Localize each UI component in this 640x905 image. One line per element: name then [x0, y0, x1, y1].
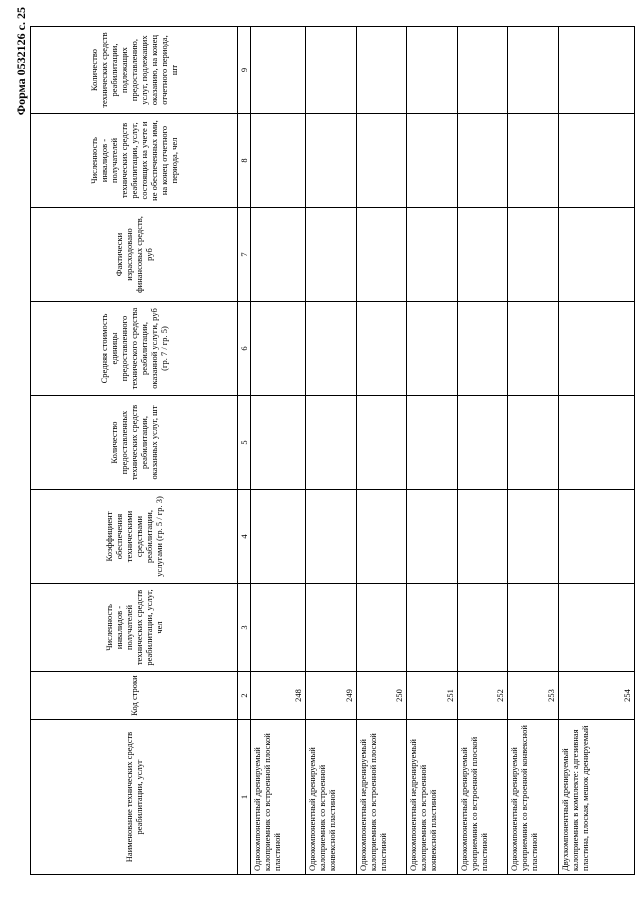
data-cell	[457, 302, 508, 396]
col-header-avg-cost: Средняя стоимость единицы предоставленного технического средства реабилитации, оказанной услуги, руб (гр. 7 / гр. 5)	[31, 302, 238, 396]
col-number: 4	[237, 490, 250, 584]
row-code: 249	[306, 672, 357, 720]
col-number: 5	[237, 396, 250, 490]
table-row	[457, 27, 508, 875]
data-cell	[558, 302, 634, 396]
data-cell	[407, 490, 458, 584]
form-number: Форма 0532126 с. 25	[14, 7, 28, 116]
data-cell	[356, 27, 407, 114]
col-header-spent: Фактически израсходовано финансовых средств, руб	[31, 208, 238, 302]
statistics-table	[30, 26, 635, 875]
data-cell	[306, 114, 357, 208]
col-header-recipients: Численность инвалидов - получателей технических средств реабилитации, услуг, чел	[31, 584, 238, 672]
row-code: 251	[407, 672, 458, 720]
data-cell	[251, 396, 306, 490]
data-cell	[457, 396, 508, 490]
row-code: 248	[251, 672, 306, 720]
data-cell	[457, 27, 508, 114]
row-name: Однокомпонентный дренируемый калоприемник со встроенной плоской пластиной	[251, 720, 306, 875]
data-cell	[356, 302, 407, 396]
data-cell	[356, 114, 407, 208]
table-row	[407, 27, 458, 875]
data-cell	[306, 302, 357, 396]
data-cell	[407, 396, 458, 490]
col-header-unprovided: Численность инвалидов - получателей технических средств реабилитации, услуг, состоящих на учете и не обеспеченных ими, на конец отчетного периода, чел	[31, 114, 238, 208]
data-cell	[306, 490, 357, 584]
data-cell	[306, 584, 357, 672]
table-row	[558, 27, 634, 875]
data-cell	[457, 208, 508, 302]
data-cell	[508, 27, 559, 114]
col-header-code: Код строки	[31, 672, 238, 720]
row-name: Однокомпонентный недренируемый калоприемник со встроенной плоской пластиной	[356, 720, 407, 875]
row-name: Двухкомпонентный дренируемый калоприемник в комплекте: адгезивная пластина, плоская, мешок дренируемый	[558, 720, 634, 875]
header-row	[31, 27, 238, 875]
col-number: 1	[237, 720, 250, 875]
col-number: 3	[237, 584, 250, 672]
data-cell	[508, 490, 559, 584]
data-cell	[306, 396, 357, 490]
col-number: 8	[237, 114, 250, 208]
row-name: Однокомпонентный дренируемый калоприемник со встроенной конвексной пластиной	[306, 720, 357, 875]
data-cell	[508, 208, 559, 302]
data-cell	[407, 114, 458, 208]
data-cell	[508, 114, 559, 208]
data-cell	[251, 302, 306, 396]
data-cell	[558, 396, 634, 490]
data-cell	[251, 114, 306, 208]
data-cell	[407, 584, 458, 672]
table-row	[356, 27, 407, 875]
col-number: 2	[237, 672, 250, 720]
data-cell	[508, 302, 559, 396]
data-cell	[407, 302, 458, 396]
row-name: Однокомпонентный дренируемый уроприемник со встроенной плоской пластиной	[457, 720, 508, 875]
column-number-row	[237, 27, 250, 875]
data-cell	[251, 208, 306, 302]
col-number: 7	[237, 208, 250, 302]
data-cell	[407, 208, 458, 302]
data-cell	[306, 27, 357, 114]
data-cell	[356, 208, 407, 302]
data-cell	[558, 114, 634, 208]
data-cell	[457, 584, 508, 672]
row-name: Однокомпонентный недренируемый калоприемник со встроенной конвексной пластиной	[407, 720, 458, 875]
data-cell	[251, 27, 306, 114]
col-number: 6	[237, 302, 250, 396]
row-name: Однокомпонентный дренируемый уроприемник со встроенной конвексной пластиной	[508, 720, 559, 875]
col-header-quantity: Количество предоставленных технических средств реабилитации, оказанных услуг, шт	[31, 396, 238, 490]
data-cell	[457, 114, 508, 208]
table-row	[306, 27, 357, 875]
row-code: 254	[558, 672, 634, 720]
col-header-coefficient: Коэффициент обеспечения техническими средствами реабилитации, услугами (гр. 5 / гр. 3)	[31, 490, 238, 584]
col-number: 9	[237, 27, 250, 114]
row-code: 252	[457, 672, 508, 720]
data-cell	[356, 584, 407, 672]
data-cell	[558, 27, 634, 114]
data-cell	[356, 490, 407, 584]
data-cell	[558, 584, 634, 672]
row-code: 253	[508, 672, 559, 720]
data-cell	[407, 27, 458, 114]
data-cell	[306, 208, 357, 302]
table-row	[251, 27, 306, 875]
col-header-name: Наименование технических средств реабилитации, услуг	[31, 720, 238, 875]
data-cell	[508, 584, 559, 672]
row-code: 250	[356, 672, 407, 720]
data-cell	[251, 490, 306, 584]
data-cell	[251, 584, 306, 672]
table-row	[508, 27, 559, 875]
col-header-to-provide: Количество технических средств реабилитации, подлежащих предоставлению, услуг, подлежащих оказанию, на конец отчетного периода, шт	[31, 27, 238, 114]
data-cell	[508, 396, 559, 490]
data-cell	[356, 396, 407, 490]
data-cell	[558, 490, 634, 584]
data-cell	[558, 208, 634, 302]
data-cell	[457, 490, 508, 584]
